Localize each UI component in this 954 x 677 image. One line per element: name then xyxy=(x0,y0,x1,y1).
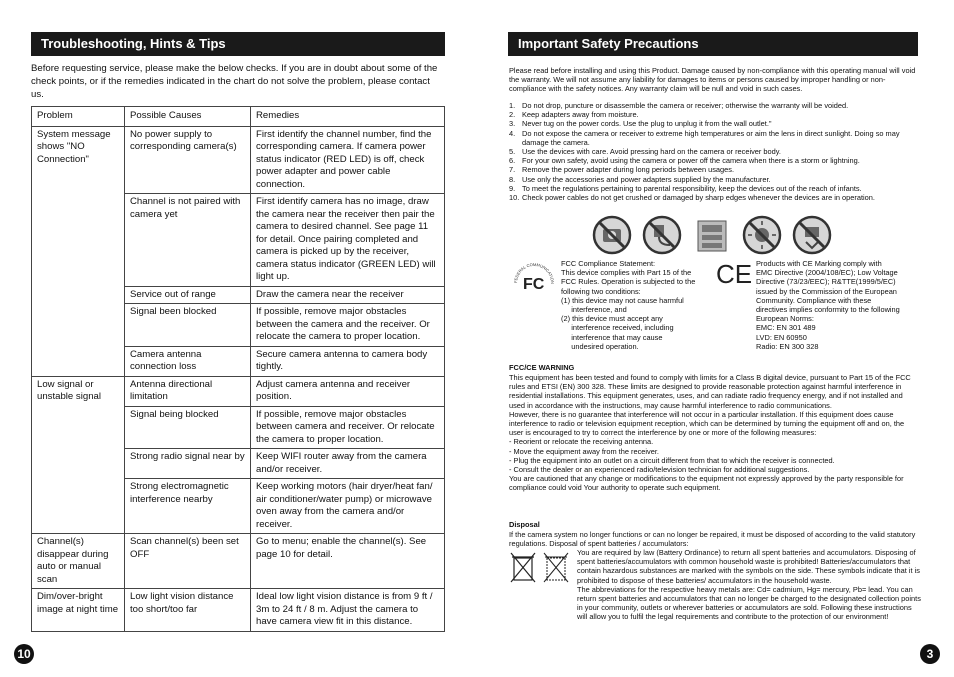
ce-mark-icon xyxy=(716,260,754,286)
precautions-list xyxy=(509,101,919,202)
fcc-line: interference that may cause xyxy=(561,332,663,342)
remedy-cell: Ideal low light vision distance is from 9 ft / 3m to 24 ft / 8 m. Adjust the camera to have camera view fit in this distance. xyxy=(251,589,445,632)
disposal-intro: If the camera system no longer functions or can no longer be repaired, it must be disposed of according to the valid statutory regulations. Disposal of spent batteries / accumulators: xyxy=(509,530,916,549)
precaution-item xyxy=(509,175,919,184)
troubleshooting-table xyxy=(31,106,445,632)
precaution-text: Do not drop, puncture or disassemble the camera or receiver; otherwise the warranty will be voided. xyxy=(522,101,849,110)
warning-paragraph: - Consult the dealer or an experienced radio/television technician for additional suggestions. xyxy=(509,465,810,475)
precaution-text: Do not expose the camera or receiver to extreme high temperatures or aim the lens in direct sunlight. Doing so may damage the camera. xyxy=(522,128,900,147)
precaution-text: To meet the regulations pertaining to parental responsibility, keep the devices out of the reach of infants. xyxy=(522,183,862,193)
precaution-item xyxy=(509,110,919,119)
disposal-paragraph-1: You are required by law (Battery Ordinance) to return all spent batteries and accumulators. Disposing of spent batteries/accumulators with common household waste is prohibited! Batteries/accumulators that contain hazardous substances are marked with the symbols on the side. These symbols indicate that it is prohibited to dispose of these batteries/ accumulators in the household waste. xyxy=(577,548,920,585)
fcc-line: This device complies with Part 15 of the xyxy=(561,268,692,278)
no-disassemble-icon xyxy=(592,215,632,255)
ce-line: Radio: EN 300 328 xyxy=(756,341,819,351)
cause-cell: Low light vision distance too short/too far xyxy=(125,589,251,632)
safety-intro: Please read before installing and using this Product. Damage caused by non-compliance with this operating manual will void the warranty. We will not assume any liability for damages to items or persons caused by improper handling or non-compliance with the safety notices. Any warranty claim will be null and void in such cases. xyxy=(509,66,916,94)
precaution-item xyxy=(509,193,919,202)
precaution-number: 10. xyxy=(509,193,520,203)
precaution-text: Use the devices with care. Avoid pressing hard on the camera or receiver body. xyxy=(522,147,781,157)
warning-paragraph: However, there is no guarantee that interference will not occur in a particular installation. If this equipment does cause interference to radio or television equipment reception, which can be determined by turning the equipment off and on, the user is encouraged to try to correct the interference by one or more of the following measures: xyxy=(509,409,905,438)
cause-cell: No power supply to corresponding camera(s) xyxy=(125,126,251,194)
ce-line: Community. Compliance with these xyxy=(756,295,872,305)
precaution-text: Keep adapters away from moisture. xyxy=(522,110,639,120)
column-header-causes: Possible Causes xyxy=(125,107,251,127)
precaution-number: 3. xyxy=(509,119,516,129)
precaution-number: 9. xyxy=(509,183,516,193)
cause-cell: Signal been blocked xyxy=(125,304,251,347)
precaution-text: Remove the power adapter during long periods between usages. xyxy=(522,165,735,175)
fcc-line: (1) this device may not cause harmful xyxy=(561,295,684,305)
cause-cell: Signal being blocked xyxy=(125,406,251,449)
remedy-cell: Keep WIFI router away from the camera and/or receiver. xyxy=(251,449,445,479)
warning-paragraph: This equipment has been tested and found to comply with limits for a Class B digital device, pursuant to Part 15 of the FCC rules and ETSI (EN) 300 328. These limits are designed to provide reasonable protection against harmful interference in residential installations. This equipment generates, uses, and can radiate radio frequency energy, and if not installed and used in accordance with the instructions, may cause harmful interference to radio communications. xyxy=(509,373,911,410)
crossed-bin-icon-2 xyxy=(544,553,568,582)
precaution-text: Never tug on the power cords. Use the plug to unplug it from the wall outlet." xyxy=(522,119,772,129)
remedy-cell: Secure camera antenna to camera body tightly. xyxy=(251,346,445,376)
warning-paragraph: - Plug the equipment into an outlet on a circuit different from that to which the receiver is connected. xyxy=(509,455,835,465)
troubleshooting-heading: Troubleshooting, Hints & Tips xyxy=(31,32,445,56)
precaution-number: 5. xyxy=(509,147,516,157)
fcc-line: (2) this device must accept any xyxy=(561,314,663,324)
problem-cell: System message shows "NO Connection" xyxy=(32,126,125,376)
page-number-right: 3 xyxy=(920,644,940,664)
precaution-number: 7. xyxy=(509,165,516,175)
precaution-text: For your own safety, avoid using the camera or power off the camera when there is a storm or lightning. xyxy=(522,156,860,166)
warning-icons xyxy=(592,215,832,259)
precaution-item xyxy=(509,156,919,165)
precaution-item xyxy=(509,129,919,147)
fcc-statement xyxy=(561,259,716,351)
precaution-item xyxy=(509,165,919,174)
fcc-logo-icon xyxy=(509,258,559,308)
cause-cell: Strong electromagnetic interference nearby xyxy=(125,479,251,534)
precaution-item xyxy=(509,147,919,156)
ce-line: directives implies conformity to the following xyxy=(756,305,900,315)
table-header-row xyxy=(32,107,445,127)
table-row xyxy=(32,534,445,589)
safety-heading: Important Safety Precautions xyxy=(508,32,918,56)
disposal-details xyxy=(577,548,922,622)
precaution-item xyxy=(509,184,919,193)
ce-line: Directive (73/23/EEC); R&TTE(1999/5/EC) xyxy=(756,277,896,287)
table-row xyxy=(32,589,445,632)
ce-line: Products with CE Marking comply with xyxy=(756,259,882,268)
warning-paragraph: - Move the equipment away from the receiver. xyxy=(509,446,659,456)
remedy-cell: First identify the channel number, find the corresponding camera. If camera power status indicator (RED LED) is off, check power adapter and power cable connection. xyxy=(251,126,445,194)
column-header-problem: Problem xyxy=(32,107,125,127)
table-row xyxy=(32,126,445,194)
disposal-title: Disposal xyxy=(509,520,540,529)
column-header-remedies: Remedies xyxy=(251,107,445,127)
problem-cell: Low signal or unstable signal xyxy=(32,376,125,534)
ce-statement xyxy=(756,259,921,351)
remedy-cell: Keep working motors (hair dryer/heat fan/ air conditioner/water pump) or microwave oven away from the camera and/or receiver. xyxy=(251,479,445,534)
troubleshooting-intro: Before requesting service, please make the below checks. If you are in doubt about some of the check points, or if the remedies indicated in the chart do not solve the problem, please contact us. xyxy=(31,63,438,100)
remedy-cell: Adjust camera antenna and receiver position. xyxy=(251,376,445,406)
warning-paragraph: You are cautioned that any change or modifications to the equipment not expressly approved by the party responsible for compliance could void Your authority to operate such equipment. xyxy=(509,474,904,493)
precaution-number: 4. xyxy=(509,128,516,138)
crossed-bin-icons xyxy=(509,550,575,584)
precaution-item xyxy=(509,119,919,128)
problem-cell: Channel(s) disappear during auto or manual scan xyxy=(32,534,125,589)
page-number: 10 xyxy=(14,644,34,664)
fcc-line: interference, and xyxy=(561,305,627,315)
remedy-cell: Go to menu; enable the channel(s). See page 10 for detail. xyxy=(251,534,445,589)
problem-cell: Dim/over-bright image at night time xyxy=(32,589,125,632)
ce-line: EMC Directive (2004/108/EC); Low Voltage xyxy=(756,268,898,278)
fcc-line: following two conditions: xyxy=(561,286,641,296)
fcc-ce-warning-title: FCC/CE WARNING xyxy=(509,363,575,372)
ce-line: European Norms: xyxy=(756,314,814,324)
ce-logo-text: CE xyxy=(716,260,753,286)
cause-cell: Strong radio signal near by xyxy=(125,449,251,479)
fcc-ce-warning-body xyxy=(509,373,919,493)
precaution-number: 2. xyxy=(509,110,516,120)
fcc-ring-text: FEDERAL COMMUNICATION xyxy=(512,261,556,284)
ce-line: issued by the Commission of the European xyxy=(756,286,897,296)
cause-cell: Antenna directional limitation xyxy=(125,376,251,406)
disposal-paragraph-2: The abbreviations for the respective heavy metals are: Cd= cadmium, Hg= mercury, Pb= lead. You can return spent batteries and accumulators that can no longer be charged to the designated collection points in your community, outlets or wherever batteries or accumulators are sold. Following these instructions will allow you to fulfil the legal requirements and contribute to the protection of our environment! xyxy=(577,584,921,622)
no-drop-icon xyxy=(792,215,832,255)
remedy-cell: First identify camera has no image, draw the camera near the receiver then pair the camera to desired channel. See page 11 for detail. Once pairing completed and camera is picked up by the receiver, camera status indicator (GREEN LED) will light up. xyxy=(251,194,445,287)
remedy-cell: If possible, remove major obstacles between the camera and the receiver. Or relocate the camera to proper location. xyxy=(251,304,445,347)
keep-dry-icon xyxy=(692,215,732,255)
remedy-cell: Draw the camera near the receiver xyxy=(251,286,445,304)
cause-cell: Channel is not paired with camera yet xyxy=(125,194,251,287)
no-tug-cord-icon xyxy=(642,215,682,255)
remedy-cell: If possible, remove major obstacles between camera and receiver. Or relocate the camera to proper location. xyxy=(251,406,445,449)
fcc-logo-text: FC xyxy=(523,276,545,293)
fcc-line: FCC Compliance Statement: xyxy=(561,259,656,268)
precaution-text: Use only the accessories and power adapters supplied by the manufacturer. xyxy=(522,174,771,184)
fcc-line: interference received, including xyxy=(561,323,674,333)
precaution-number: 1. xyxy=(509,101,516,110)
ce-line: EMC: EN 301 489 xyxy=(756,323,816,333)
warning-paragraph: - Reorient or relocate the receiving antenna. xyxy=(509,437,654,447)
cause-cell: Camera antenna connection loss xyxy=(125,346,251,376)
crossed-bin-icon xyxy=(511,553,535,582)
fcc-line: FCC Rules. Operation is subjected to the xyxy=(561,277,696,287)
cause-cell: Scan channel(s) been set OFF xyxy=(125,534,251,589)
fcc-line: undesired operation. xyxy=(561,341,639,351)
ce-line: LVD: EN 60950 xyxy=(756,332,807,342)
table-row xyxy=(32,376,445,406)
cause-cell: Service out of range xyxy=(125,286,251,304)
no-sunlight-icon xyxy=(742,215,782,255)
precaution-number: 6. xyxy=(509,156,516,166)
precaution-item xyxy=(509,101,919,110)
precaution-text: Check power cables do not get crushed or damaged by sharp edges whenever the devices are in operation. xyxy=(522,193,875,203)
precaution-number: 8. xyxy=(509,174,516,184)
